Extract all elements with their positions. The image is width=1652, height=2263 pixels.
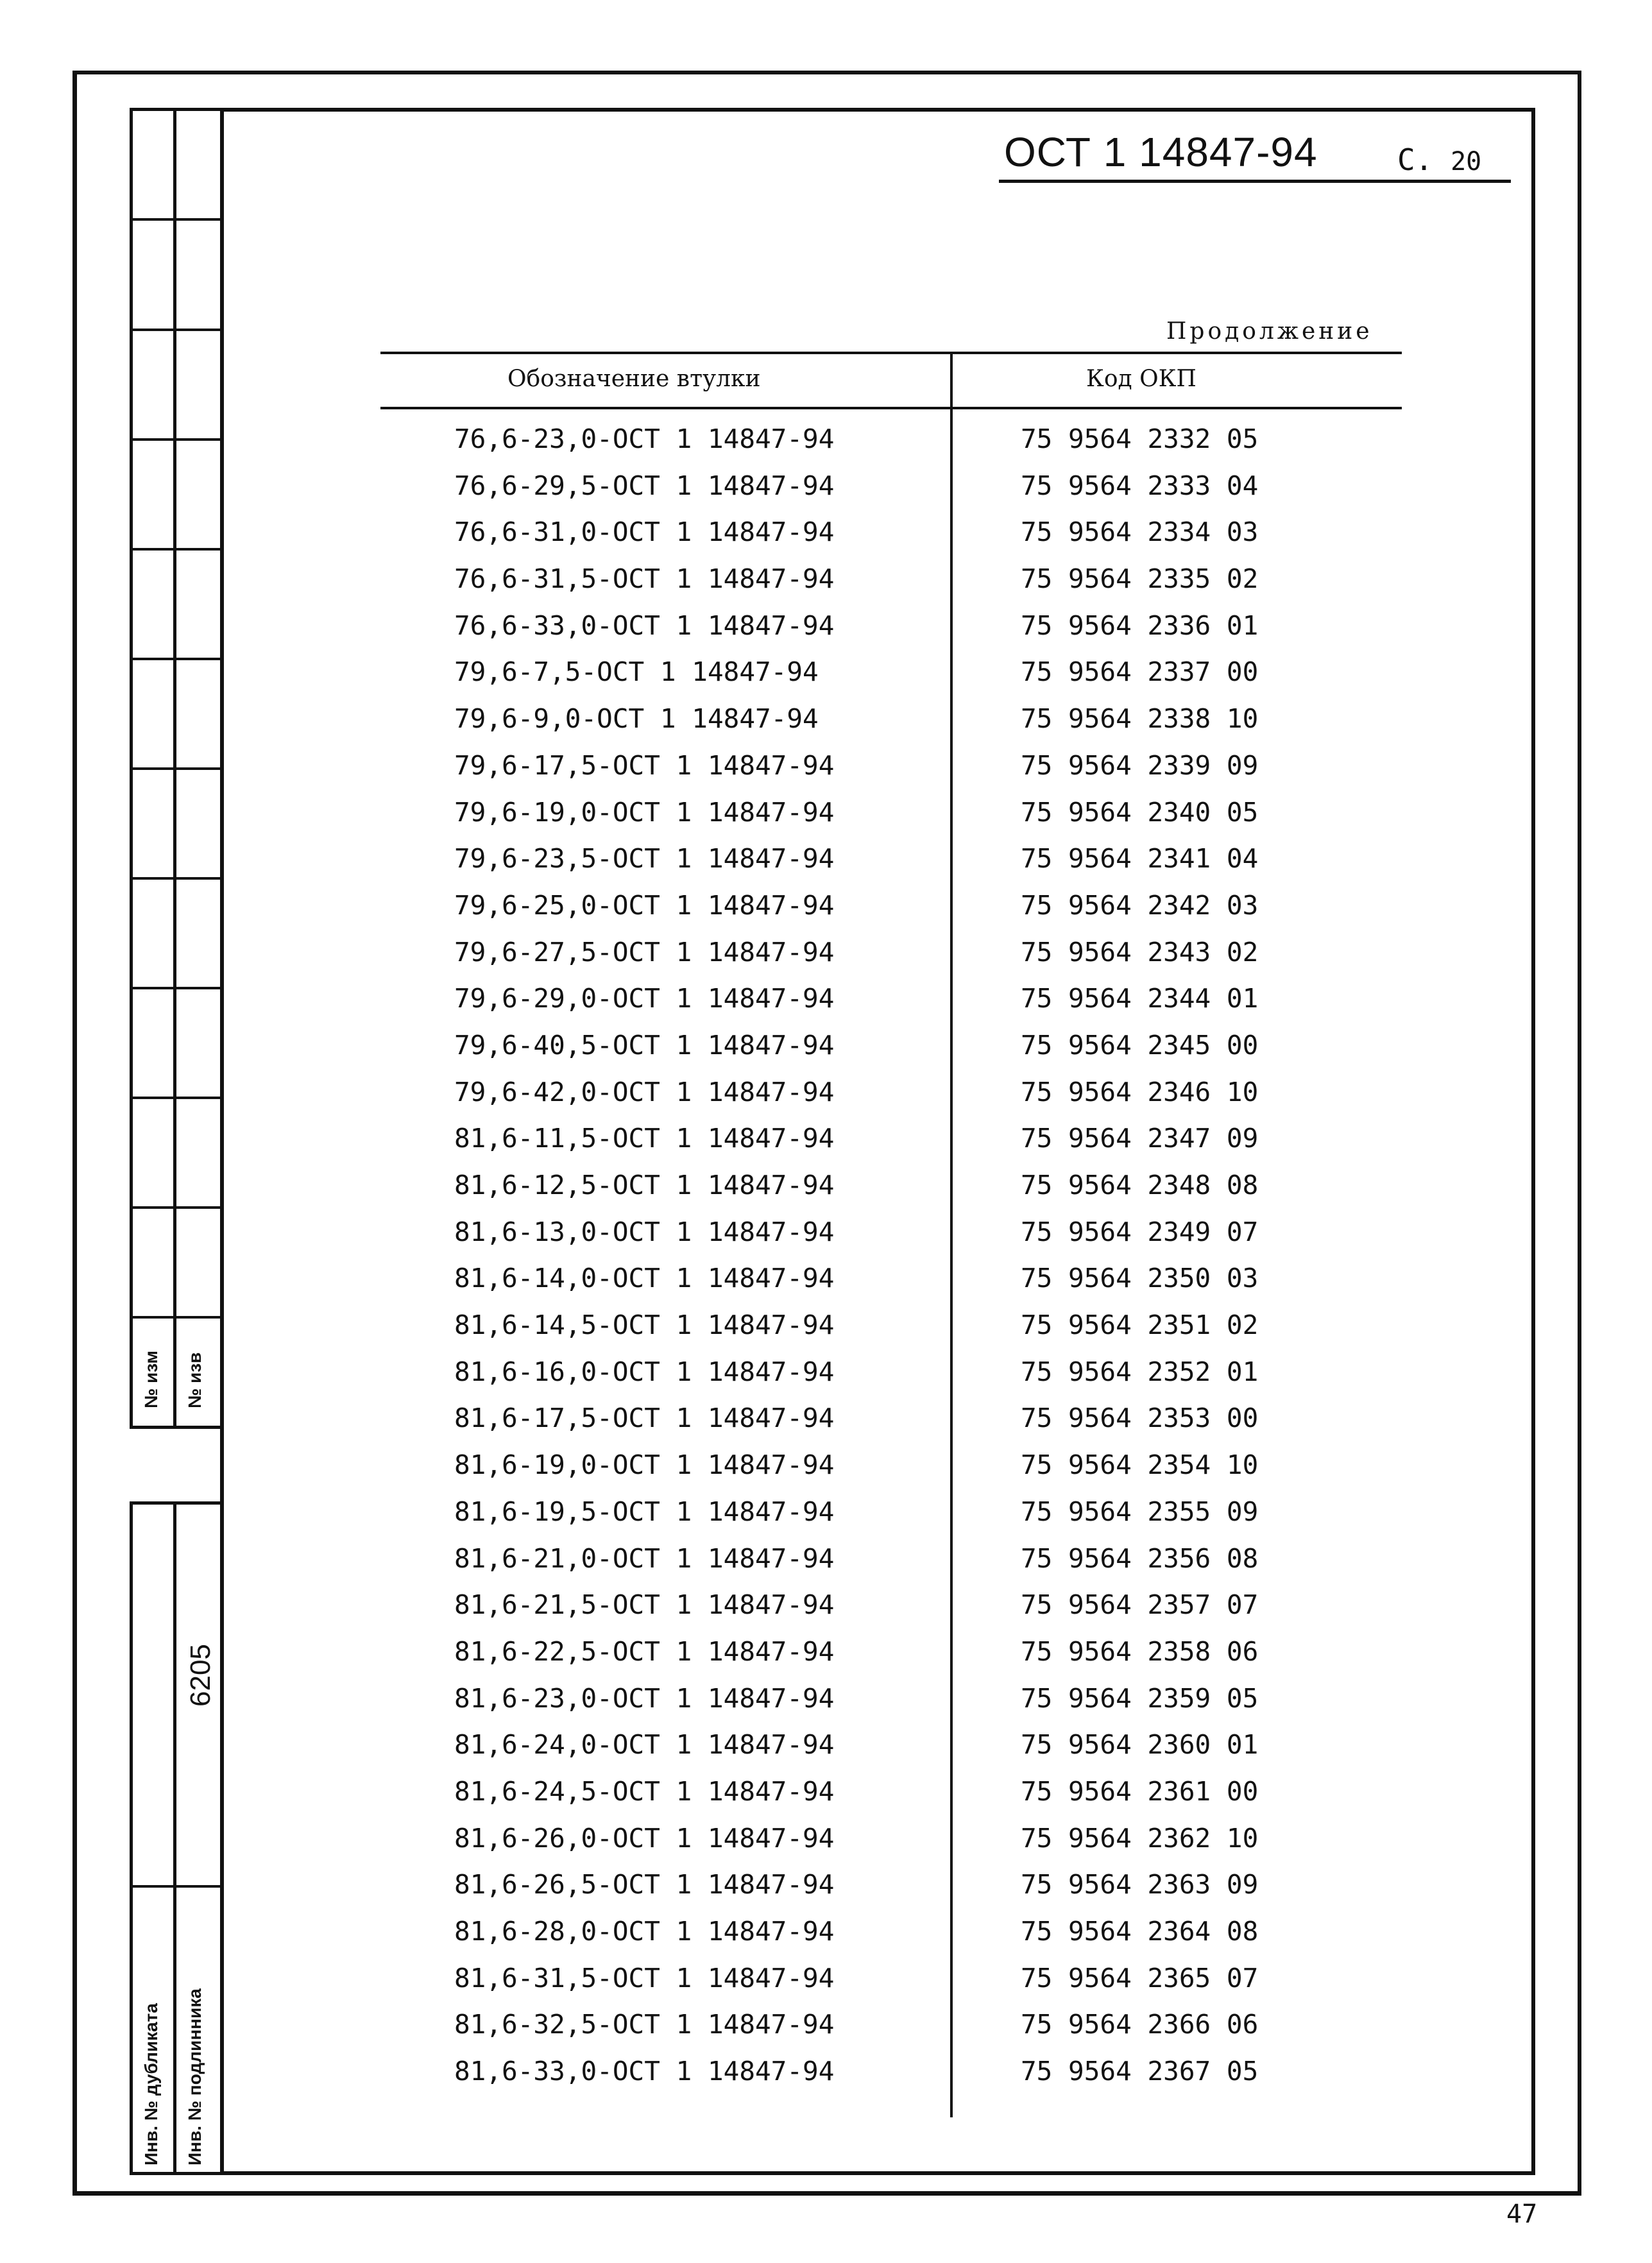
cell-okp-code: 75 9564 2352 01 (1021, 1356, 1259, 1387)
cell-okp-code: 75 9564 2356 08 (1021, 1542, 1259, 1574)
table-row (380, 1403, 1402, 1449)
cell-okp-code: 75 9564 2353 00 (1021, 1403, 1259, 1434)
podlinnik-label: Инв. № подлинника (185, 1988, 205, 2165)
table-row (380, 797, 1402, 844)
cell-designation: 81,6-32,5-ОСТ 1 14847-94 (454, 2009, 835, 2040)
cell-designation: 79,6-40,5-ОСТ 1 14847-94 (454, 1029, 835, 1061)
cell-designation: 79,6-27,5-ОСТ 1 14847-94 (454, 936, 835, 968)
cell-okp-code: 75 9564 2359 05 (1021, 1682, 1259, 1714)
table-row (380, 1869, 1402, 1916)
table-top-rule (380, 352, 1402, 354)
table-header-rule (380, 407, 1402, 409)
table-row (380, 563, 1402, 610)
cell-okp-code: 75 9564 2358 06 (1021, 1635, 1259, 1667)
cell-okp-code: 75 9564 2338 10 (1021, 703, 1259, 735)
table-row (380, 937, 1402, 984)
cell-okp-code: 75 9564 2333 04 (1021, 470, 1259, 501)
cell-designation: 79,6-17,5-ОСТ 1 14847-94 (454, 749, 835, 781)
cell-designation: 79,6-7,5-ОСТ 1 14847-94 (454, 656, 819, 688)
cell-okp-code: 75 9564 2363 09 (1021, 1869, 1259, 1900)
header-underline (999, 180, 1511, 183)
cell-okp-code: 75 9564 2365 07 (1021, 1962, 1259, 1994)
page-number (1397, 142, 1481, 177)
cell-okp-code: 75 9564 2336 01 (1021, 610, 1259, 641)
cell-designation: 79,6-19,0-ОСТ 1 14847-94 (454, 796, 835, 828)
cell-okp-code: 75 9564 2349 07 (1021, 1216, 1259, 1247)
cell-okp-code: 75 9564 2341 04 (1021, 843, 1259, 875)
cell-designation: 79,6-29,0-ОСТ 1 14847-94 (454, 983, 835, 1014)
page-prefix: С. (1397, 142, 1433, 177)
cell-okp-code: 75 9564 2357 07 (1021, 1589, 1259, 1621)
cell-designation: 76,6-31,5-ОСТ 1 14847-94 (454, 563, 835, 595)
cell-okp-code: 75 9564 2334 03 (1021, 517, 1259, 548)
table-row (380, 1356, 1402, 1403)
table-row (380, 1636, 1402, 1683)
cell-designation: 81,6-14,0-ОСТ 1 14847-94 (454, 1263, 835, 1294)
table-row (380, 1543, 1402, 1590)
table-row (380, 423, 1402, 470)
table-row (380, 1077, 1402, 1123)
cell-okp-code: 75 9564 2360 01 (1021, 1729, 1259, 1761)
table-row (380, 1217, 1402, 1263)
table-row (380, 2056, 1402, 2103)
table-row (380, 1123, 1402, 1170)
table-row (380, 517, 1402, 563)
cell-okp-code: 75 9564 2350 03 (1021, 1263, 1259, 1294)
cell-okp-code: 75 9564 2355 09 (1021, 1496, 1259, 1527)
cell-designation: 81,6-26,0-ОСТ 1 14847-94 (454, 1822, 835, 1854)
cell-designation: 79,6-25,0-ОСТ 1 14847-94 (454, 889, 835, 921)
cell-designation: 76,6-33,0-ОСТ 1 14847-94 (454, 610, 835, 641)
cell-okp-code: 75 9564 2332 05 (1021, 423, 1259, 454)
izm-label: № изм (141, 1350, 161, 1408)
table-row (380, 1729, 1402, 1776)
dublikat-label: Инв. № дубликата (141, 2003, 161, 2165)
table-row (380, 1589, 1402, 1636)
table-row (380, 1823, 1402, 1870)
table-row (380, 1030, 1402, 1077)
table-row (380, 983, 1402, 1030)
table-row (380, 1449, 1402, 1496)
cell-designation: 81,6-23,0-ОСТ 1 14847-94 (454, 1682, 835, 1714)
cell-designation: 81,6-11,5-ОСТ 1 14847-94 (454, 1123, 835, 1154)
column-header-okp: Код ОКП (1086, 366, 1196, 392)
cell-okp-code: 75 9564 2367 05 (1021, 2056, 1259, 2087)
table-row (380, 1170, 1402, 1217)
cell-okp-code: 75 9564 2347 09 (1021, 1123, 1259, 1154)
cell-okp-code: 75 9564 2339 09 (1021, 749, 1259, 781)
table-row (380, 703, 1402, 750)
table-row (380, 1496, 1402, 1543)
table-row (380, 1963, 1402, 2010)
cell-okp-code: 75 9564 2344 01 (1021, 983, 1259, 1014)
table-row (380, 470, 1402, 517)
cell-designation: 81,6-31,5-ОСТ 1 14847-94 (454, 1962, 835, 1994)
cell-designation: 81,6-14,5-ОСТ 1 14847-94 (454, 1310, 835, 1341)
table-row (380, 843, 1402, 890)
table-row (380, 610, 1402, 657)
table-body (380, 423, 1402, 2103)
table-row (380, 656, 1402, 703)
cell-designation: 81,6-33,0-ОСТ 1 14847-94 (454, 2056, 835, 2087)
izv-label: № изв (185, 1352, 205, 1408)
cell-designation: 81,6-21,5-ОСТ 1 14847-94 (454, 1589, 835, 1621)
cell-designation: 79,6-42,0-ОСТ 1 14847-94 (454, 1076, 835, 1107)
cell-designation: 81,6-19,0-ОСТ 1 14847-94 (454, 1449, 835, 1481)
cell-okp-code: 75 9564 2348 08 (1021, 1170, 1259, 1200)
table-row (380, 1310, 1402, 1356)
continuation-label: Продолжение (1166, 318, 1373, 345)
cell-designation: 79,6-9,0-ОСТ 1 14847-94 (454, 703, 819, 735)
cell-designation: 76,6-29,5-ОСТ 1 14847-94 (454, 470, 835, 501)
cell-okp-code: 75 9564 2366 06 (1021, 2009, 1259, 2040)
standard-designation: ОСТ 1 14847-94 (1004, 129, 1318, 175)
cell-designation: 81,6-22,5-ОСТ 1 14847-94 (454, 1635, 835, 1667)
table-row (380, 1683, 1402, 1730)
cell-okp-code: 75 9564 2354 10 (1021, 1449, 1259, 1481)
cell-designation: 81,6-19,5-ОСТ 1 14847-94 (454, 1496, 835, 1527)
cell-designation: 81,6-17,5-ОСТ 1 14847-94 (454, 1403, 835, 1434)
cell-designation: 81,6-26,5-ОСТ 1 14847-94 (454, 1869, 835, 1900)
cell-okp-code: 75 9564 2351 02 (1021, 1310, 1259, 1341)
table-row (380, 2009, 1402, 2056)
column-header-designation: Обозначение втулки (507, 366, 761, 392)
table-row (380, 1776, 1402, 1823)
cell-okp-code: 75 9564 2335 02 (1021, 563, 1259, 595)
cell-okp-code: 75 9564 2364 08 (1021, 1916, 1259, 1947)
podlinnik-value: 6205 (185, 1644, 216, 1707)
cell-designation: 81,6-12,5-ОСТ 1 14847-94 (454, 1170, 835, 1200)
cell-designation: 76,6-23,0-ОСТ 1 14847-94 (454, 423, 835, 454)
cell-designation: 81,6-21,0-ОСТ 1 14847-94 (454, 1542, 835, 1574)
cell-designation: 81,6-28,0-ОСТ 1 14847-94 (454, 1916, 835, 1947)
page-number-value: 20 (1451, 147, 1482, 176)
table-row (380, 750, 1402, 797)
table-row (380, 1263, 1402, 1310)
cell-designation: 81,6-24,5-ОСТ 1 14847-94 (454, 1775, 835, 1807)
cell-designation: 81,6-16,0-ОСТ 1 14847-94 (454, 1356, 835, 1387)
cell-okp-code: 75 9564 2346 10 (1021, 1076, 1259, 1107)
cell-designation: 76,6-31,0-ОСТ 1 14847-94 (454, 517, 835, 548)
cell-designation: 79,6-23,5-ОСТ 1 14847-94 (454, 843, 835, 875)
cell-designation: 81,6-13,0-ОСТ 1 14847-94 (454, 1216, 835, 1247)
table-row (380, 890, 1402, 937)
cell-okp-code: 75 9564 2362 10 (1021, 1822, 1259, 1854)
cell-designation: 81,6-24,0-ОСТ 1 14847-94 (454, 1729, 835, 1761)
cell-okp-code: 75 9564 2361 00 (1021, 1775, 1259, 1807)
cell-okp-code: 75 9564 2340 05 (1021, 796, 1259, 828)
cell-okp-code: 75 9564 2343 02 (1021, 936, 1259, 968)
cell-okp-code: 75 9564 2337 00 (1021, 656, 1259, 688)
cell-okp-code: 75 9564 2342 03 (1021, 889, 1259, 921)
sheet-number: 47 (1506, 2199, 1538, 2229)
cell-okp-code: 75 9564 2345 00 (1021, 1029, 1259, 1061)
table-row (380, 1916, 1402, 1963)
